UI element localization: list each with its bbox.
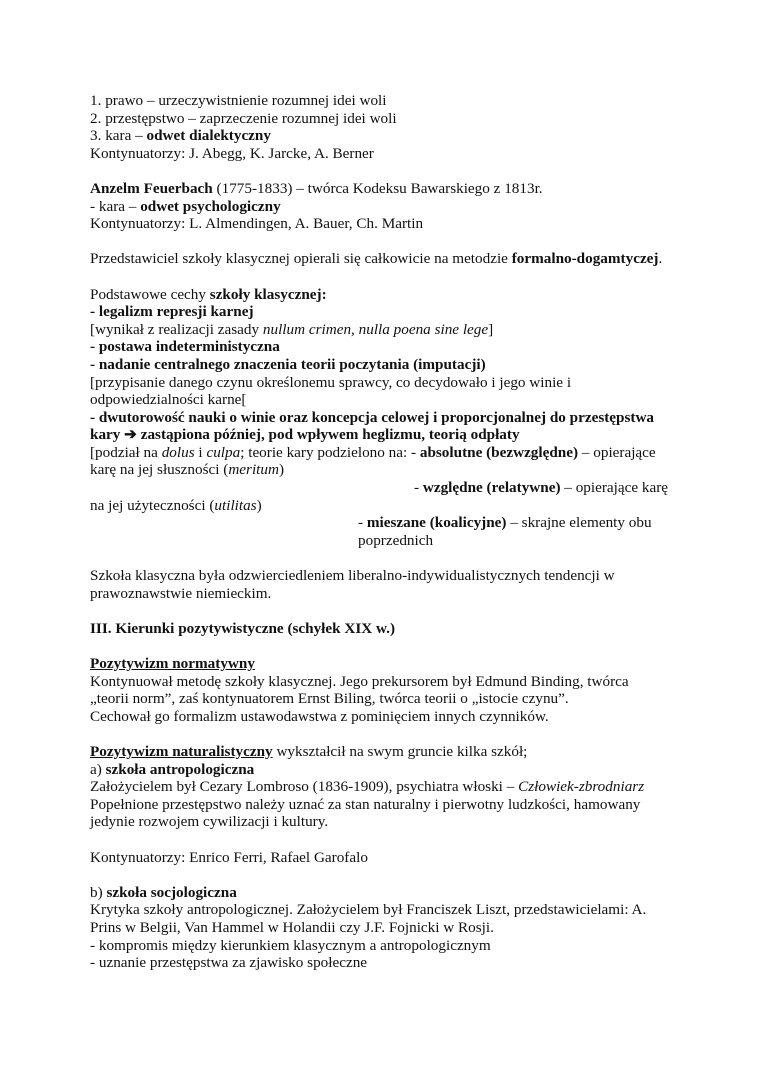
method-paragraph: Przedstawiciel szkoły klasycznej opierali się całkowicie na metodzie formalno-dogamtyczej. xyxy=(90,250,663,268)
hegel-continuators: Kontynuatorzy: J. Abegg, K. Jarcke, A. Berner xyxy=(90,144,374,162)
feature-4-note-2: karę na jej słuszności (meritum) xyxy=(90,461,285,479)
sociological-line-1: Krytyka szkoły antropologicznej. Założycielem był Franciszek Liszt, przedstawicielami: A. xyxy=(90,901,647,919)
feature-1-note: [wynikał z realizacji zasady nullum crimen, nulla poena sine lege] xyxy=(90,320,494,338)
normative-line-2: „teorii norm”, zaś kontynuatorem Ernst Biling, twórca teorii o „istocie czynu”. xyxy=(90,690,569,708)
normative-line-1: Kontynuował metodę szkoły klasycznej. Jego prekursorem był Edmund Binding, twórca xyxy=(90,672,629,690)
feature-3: - nadanie centralnego znaczenia teorii poczytania (imputacji) xyxy=(90,355,486,373)
document-page xyxy=(90,92,680,972)
school-sociological-heading: b) szkoła socjologiczna xyxy=(90,883,237,901)
anthropological-line-2: Popełnione przestępstwo należy uznać za stan naturalny i pierwotny ludzkości, hamowany xyxy=(90,795,641,813)
feuerbach-continuators: Kontynuatorzy: L. Almendingen, A. Bauer, Ch. Martin xyxy=(90,215,424,233)
school-anthropological-heading: a) szkoła antropologiczna xyxy=(90,760,255,778)
feature-1: - legalizm represji karnej xyxy=(90,303,254,321)
feature-4-line-1: - dwutorowość nauki o winie oraz koncepcja celowej i proporcjonalnej do przestępstwa xyxy=(90,408,655,426)
anthropological-continuators: Kontynuatorzy: Enrico Ferri, Rafael Garofalo xyxy=(90,848,368,866)
feature-4-note: [podział na dolus i culpa; teorie kary podzielono na: - absolutne (bezwzględne) – opierające xyxy=(90,443,656,461)
summary-line-2: prawoznawstwie niemieckim. xyxy=(90,584,272,602)
sociological-line-4: - uznanie przestępstwa za zjawisko społeczne xyxy=(90,954,368,972)
sociological-line-2: Prins w Belgii, Van Hammel w Holandii czy J.F. Fojnicki w Rosji. xyxy=(90,918,494,936)
feature-2: - postawa indeterministyczna xyxy=(90,338,280,356)
feuerbach-kara: - kara – odwet psychologiczny xyxy=(90,197,281,215)
theory-relative: - względne (relatywne) – opierające karę xyxy=(414,479,669,497)
section-3-heading: III. Kierunki pozytywistyczne (schyłek XIX w.) xyxy=(90,619,396,637)
feuerbach-heading: Anzelm Feuerbach (1775-1833) – twórca Kodeksu Bawarskiego z 1813r. xyxy=(90,179,543,197)
normative-heading: Pozytywizm normatywny xyxy=(90,655,255,672)
feature-4-line-2: kary ➔ zastąpiona później, pod wpływem heglizmu, teorią odpłaty xyxy=(90,426,520,444)
sociological-line-3: - kompromis między kierunkiem klasycznym a antropologicznym xyxy=(90,936,491,954)
anthropological-line-1: Założycielem był Cezary Lombroso (1836-1909), psychiatra włoski – Człowiek-zbrodniarz xyxy=(90,778,645,796)
naturalistic-heading: Pozytywizm naturalistyczny wykształcił na swym gruncie kilka szkół; xyxy=(90,742,528,760)
feature-3-note-2: odpowiedzialności karne[ xyxy=(90,391,247,409)
features-intro: Podstawowe cechy szkoły klasycznej: xyxy=(90,285,327,303)
anthropological-line-3: jedynie rozwojem cywilizacji i kultury. xyxy=(90,813,329,831)
theory-relative-2: na jej użyteczności (utilitas) xyxy=(90,496,262,514)
theory-mixed: - mieszane (koalicyjne) – skrajne elementy obu xyxy=(358,514,652,532)
normative-line-3: Cechował go formalizm ustawodawstwa z pominięciem innych czynników. xyxy=(90,707,549,725)
hegel-item-1: 1. prawo – urzeczywistnienie rozumnej idei woli xyxy=(90,92,387,109)
hegel-item-2: 2. przestępstwo – zaprzeczenie rozumnej idei woli xyxy=(90,109,397,127)
arrow-right-icon: ➔ xyxy=(124,426,137,444)
hegel-item-3: 3. kara – odwet dialektyczny xyxy=(90,127,271,145)
theory-mixed-2: poprzednich xyxy=(358,531,434,549)
feature-3-note-1: [przypisanie danego czynu określonemu sprawcy, co decydowało i jego winie i xyxy=(90,373,572,391)
summary-line-1: Szkoła klasyczna była odzwierciedleniem liberalno-indywidualistycznych tendencji w xyxy=(90,567,615,585)
